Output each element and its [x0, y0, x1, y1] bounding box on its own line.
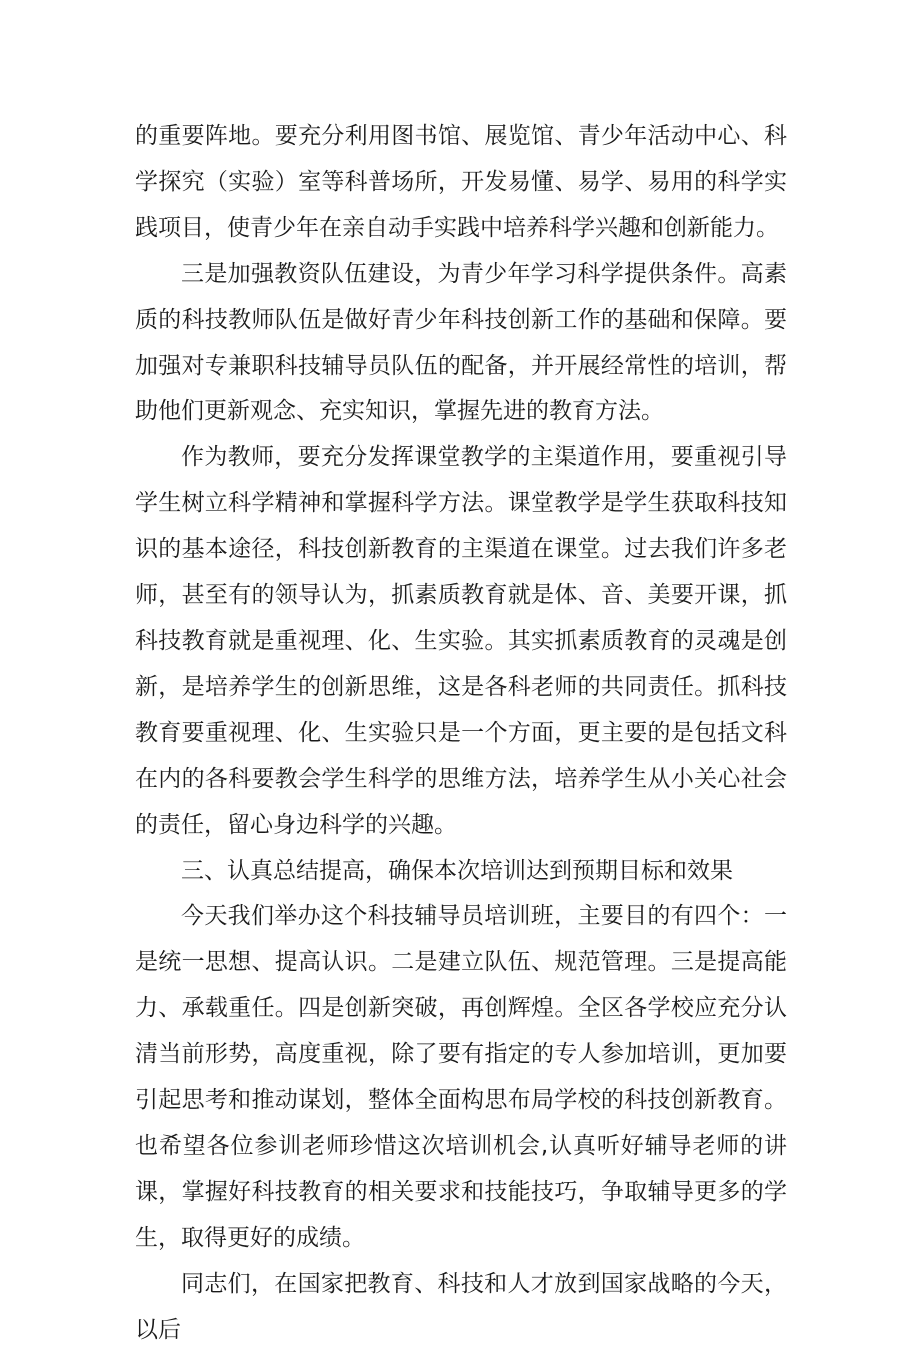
paragraph-classroom-teaching: 作为教师，要充分发挥课堂教学的主渠道作用，要重视引导学生树立科学精神和掌握科学方法。课堂教学是学生获取科技知识的基本途径，科技创新教育的主渠道在课堂。过去我们许多老师，甚至有的领导认为，抓素质教育就是体、音、美要开课，抓科技教育就是重视理、化、生实验。其实抓素质教育的灵魂是创新，是培养学生的创新思维，这是各科老师的共同责任。抓科技教育要重视理、化、生实验只是一个方面，更主要的是包括文科在内的各科要教会学生科学的思维方法，培养学生从小关心社会的责任，留心身边科学的兴趣。	[135, 444, 787, 838]
paragraph-teacher-team: 三是加强教资队伍建设，为青少年学习科学提供条件。高素质的科技教师队伍是做好青少年科技创新工作的基础和保障。要加强对专兼职科技辅导员队伍的配备，并开展经常性的培训，帮助他们更新观念、充实知识，掌握先进的教育方法。	[135, 260, 787, 425]
paragraph-continuation: 的重要阵地。要充分利用图书馆、展览馆、青少年活动中心、科学探究（实验）室等科普场所，开发易懂、易学、易用的科学实践项目，使青少年在亲自动手实践中培养科学兴趣和创新能力。	[135, 123, 787, 241]
document-body	[135, 114, 787, 1353]
paragraph-closing: 同志们，在国家把教育、科技和人才放到国家战略的今天，以后	[135, 1270, 787, 1343]
section-heading: 三、认真总结提高，确保本次培训达到预期目标和效果	[181, 857, 733, 884]
paragraph-training-goals: 今天我们举办这个科技辅导员培训班，主要目的有四个：一是统一思想、提高认识。二是建立队伍、规范管理。三是提高能力、承载重任。四是创新突破，再创辉煌。全区各学校应充分认清当前形势，高度重视，除了要有指定的专人参加培训，更加要引起思考和推动谋划，整体全面构思布局学校的科技创新教育。也希望各位参训老师珍惜这次培训机会,认真听好辅导老师的讲课，掌握好科技教育的相关要求和技能技巧，争取辅导更多的学生，取得更好的成绩。	[135, 903, 787, 1251]
